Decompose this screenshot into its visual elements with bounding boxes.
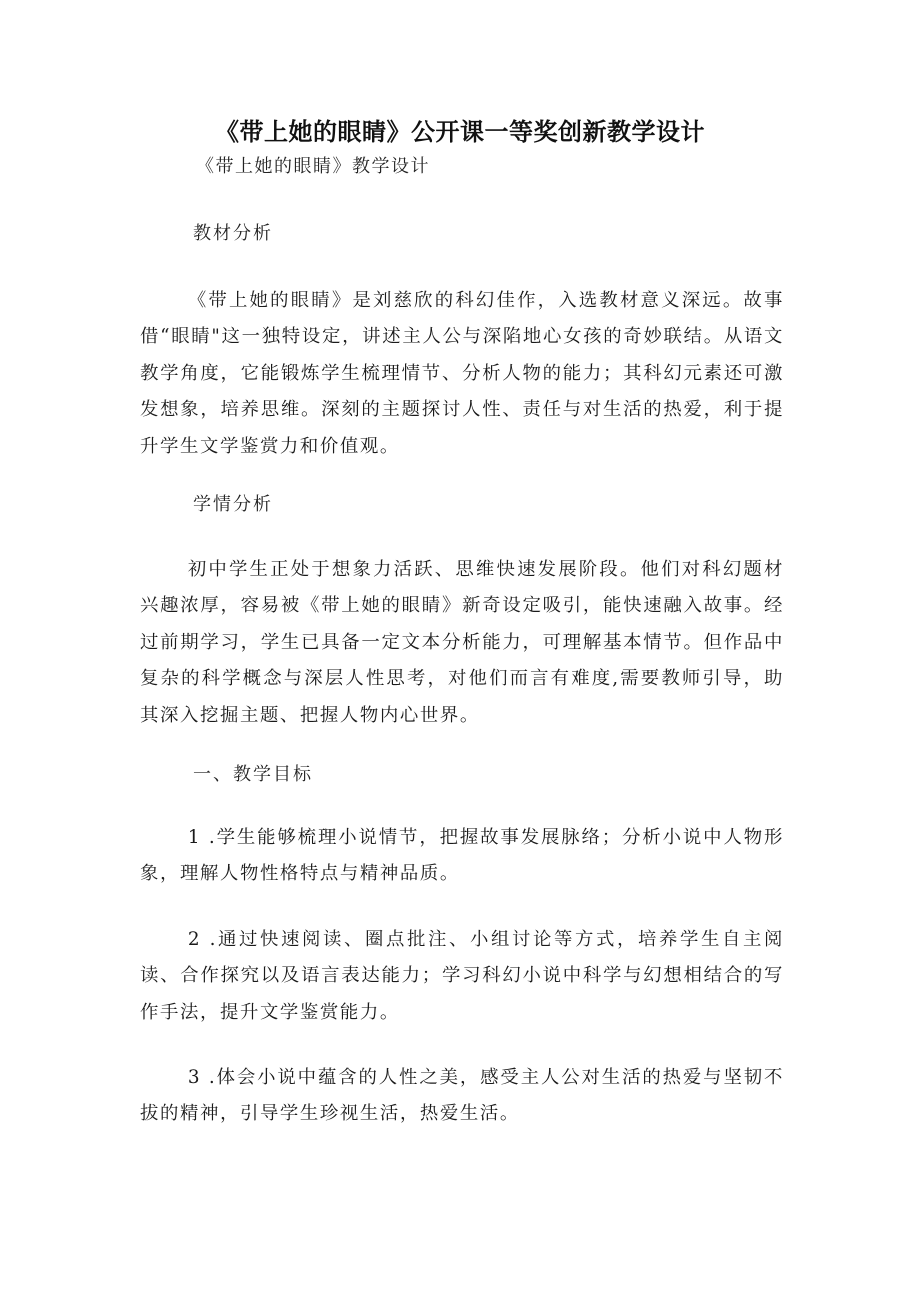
section-heading-students: 学情分析 <box>193 494 273 515</box>
goal-item-2: 2 .通过快速阅读、圈点批注、小组讨论等方式，培养学生自主阅读、合作探究以及语言表达能力；学习科幻小说中科学与幻想相结合的写作手法，提升文学鉴赏能力。 <box>140 929 784 1023</box>
document-title: 《带上她的眼睛》公开课一等奖创新教学设计 <box>215 118 705 146</box>
section-heading-material: 教材分析 <box>193 223 273 244</box>
section-heading-goals: 一、教学目标 <box>193 764 313 785</box>
paragraph-students: 初中学生正处于想象力活跃、思维快速发展阶段。他们对科幻题材兴趣浓厚，容易被《带上她的眼睛》新奇设定吸引，能快速融入故事。经过前期学习，学生已具备一定文本分析能力，可理解基本情节。但作品中复杂的科学概念与深层人性思考，对他们而言有难度,需要教师引导，助其深入挖掘主题、把握人物内心世界。 <box>140 559 784 726</box>
goal-item-3: 3 .体会小说中蕴含的人性之美，感受主人公对生活的热爱与坚韧不拔的精神，引导学生珍视生活，热爱生活。 <box>140 1067 784 1125</box>
document-subtitle: 《带上她的眼睛》教学设计 <box>196 156 430 177</box>
paragraph-material: 《带上她的眼睛》是刘慈欣的科幻佳作，入选教材意义深远。故事借“眼睛"这一独特设定，讲述主人公与深陷地心女孩的奇妙联结。从语文教学角度，它能锻炼学生梳理情节、分析人物的能力；其科幻元素还可激发想象，培养思维。深刻的主题探讨人性、责任与对生活的热爱，利于提升学生文学鉴赏力和价值观。 <box>140 290 784 457</box>
goal-item-1: 1 .学生能够梳理小说情节，把握故事发展脉络；分析小说中人物形象，理解人物性格特点与精神品质。 <box>140 827 784 885</box>
